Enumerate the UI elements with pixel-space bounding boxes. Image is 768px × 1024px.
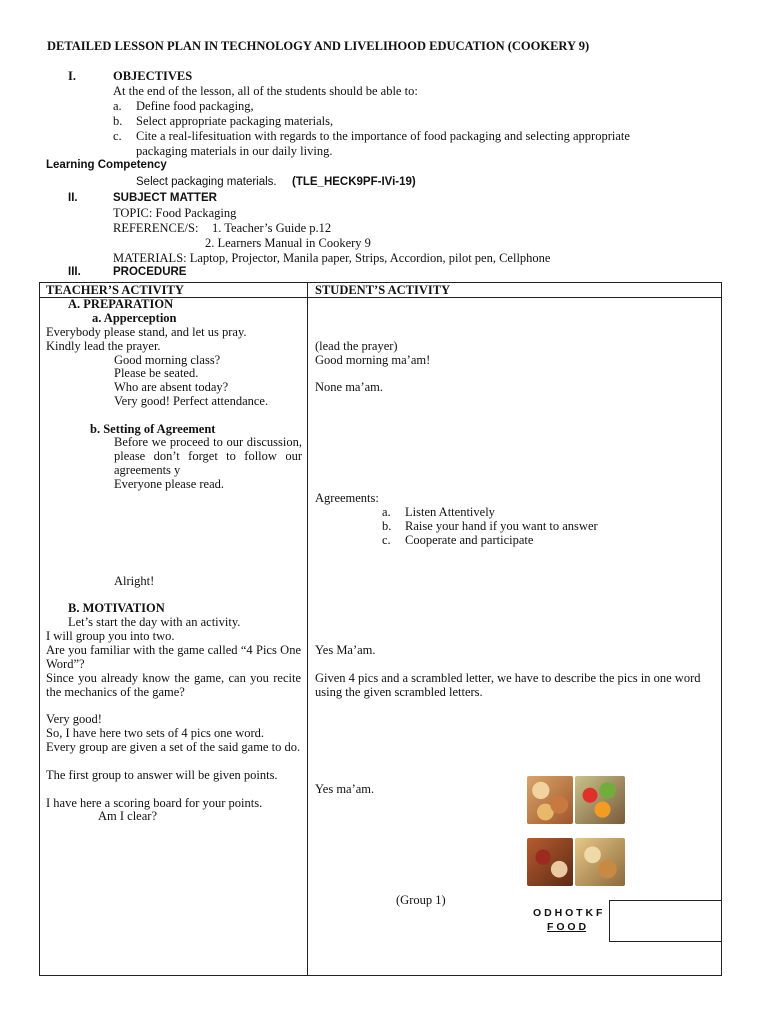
teacher-good-morning: Good morning class? [114,353,221,367]
agreement-a-text: Listen Attentively [405,505,495,519]
teacher-familiar-game: Are you familiar with the game called “4 Pics One Word”? [46,643,301,671]
teacher-perfect-attendance: Very good! Perfect attendance. [114,394,269,408]
agreement-b-text: Raise your hand if you want to answer [405,519,598,533]
learning-competency-text: Select packaging materials. [136,176,277,188]
student-none: None ma’am. [315,380,384,394]
group-1-label: (Group 1) [396,893,446,907]
objective-a-text: Define food packaging, [136,99,254,113]
teacher-seated: Please be seated. [114,366,199,380]
reference-2: 2. Learners Manual in Cookery 9 [205,236,371,250]
objectives-numeral: I. [68,69,76,83]
teacher-scoring-board: I have here a scoring board for your points. [46,796,263,810]
student-game-mechanics: Given 4 pics and a scrambled letter, we have to describe the pics in one word using the given scrambled letters. [315,671,701,699]
objective-b-text: Select appropriate packaging materials, [136,114,334,128]
agreement-a-letter: a. [382,505,391,519]
student-yes-maam-1: Yes Ma’am. [315,643,376,657]
student-agreements-label: Agreements: [315,491,379,505]
teacher-group-two: I will group you into two. [46,629,175,643]
teacher-every-group: Every group are given a set of the said game to do. [46,740,301,754]
topic-line: TOPIC: Food Packaging [113,206,237,220]
agreement-c-text: Cooperate and participate [405,533,534,547]
teacher-alright: Alright! [114,574,155,588]
score-board-box [609,900,722,942]
teacher-two-sets: So, I have here two sets of 4 pics one word. [46,726,265,740]
teacher-first-group: The first group to answer will be given points. [46,768,278,782]
objective-c-continuation: packaging materials in our daily living. [136,144,333,158]
teacher-before-proceed: Before we proceed to our discussion, please don’t forget to follow our agreements y [114,435,302,477]
procedure-numeral: III. [68,266,81,278]
setting-agreement-heading: b. Setting of Agreement [90,422,216,436]
objective-c-text: Cite a real-lifesituation with regards to the importance of food packaging and selecting appropriate [136,129,630,143]
objective-c-letter: c. [113,129,122,143]
student-good-morning: Good morning ma’am! [315,353,431,367]
document-title: DETAILED LESSON PLAN IN TECHNOLOGY AND LIVELIHOOD EDUCATION (COOKERY 9) [47,39,590,53]
reference-1: 1. Teacher’s Guide p.12 [212,221,332,235]
learning-competency-heading: Learning Competency [46,159,167,171]
objective-b-letter: b. [113,114,123,128]
subject-matter-heading: SUBJECT MATTER [113,192,217,204]
learning-competency-code: (TLE_HECK9PF-IVi-19) [292,176,416,188]
agreement-c-letter: c. [382,533,391,547]
teacher-recite-mechanics: Since you already know the game, can you recite the mechanics of the game? [46,671,301,699]
food-photo-1-icon [527,776,573,824]
objective-a-letter: a. [113,99,122,113]
objectives-heading: OBJECTIVES [113,69,193,83]
teacher-everyone-read: Everyone please read. [114,477,225,491]
materials-line: MATERIALS: Laptop, Projector, Manila paper, Strips, Accordion, pilot pen, Cellphone [113,251,551,265]
objectives-intro: At the end of the lesson, all of the students should be able to: [113,84,418,98]
food-photo-3-icon [527,838,573,886]
procedure-heading: PROCEDURE [113,266,187,278]
food-photo-2-icon [575,776,625,824]
student-yes-maam-2: Yes ma’am. [315,782,375,796]
teacher-activity-header: TEACHER’S ACTIVITY [46,283,184,297]
teacher-very-good: Very good! [46,712,102,726]
agreement-b-letter: b. [382,519,392,533]
teacher-absent: Who are absent today? [114,380,229,394]
teacher-pray-line-2: Kindly lead the prayer. [46,339,161,353]
references-label: REFERENCE/S: [113,221,199,235]
student-lead-prayer: (lead the prayer) [315,339,398,353]
teacher-pray-line-1: Everybody please stand, and let us pray. [46,325,247,339]
motivation-heading: B. MOTIVATION [68,601,165,615]
preparation-heading: A. PREPARATION [68,297,174,311]
answer-word: F O O D [547,921,587,933]
teacher-start-activity: Let’s start the day with an activity. [68,615,241,629]
table-column-divider [307,282,308,976]
food-photo-4-icon [575,838,625,886]
scrambled-letters: O D H O T K F [533,907,603,919]
subject-matter-numeral: II. [68,192,78,204]
teacher-am-i-clear: Am I clear? [98,809,157,823]
student-activity-header: STUDENT’S ACTIVITY [315,283,451,297]
apperception-heading: a. Apperception [92,311,177,325]
